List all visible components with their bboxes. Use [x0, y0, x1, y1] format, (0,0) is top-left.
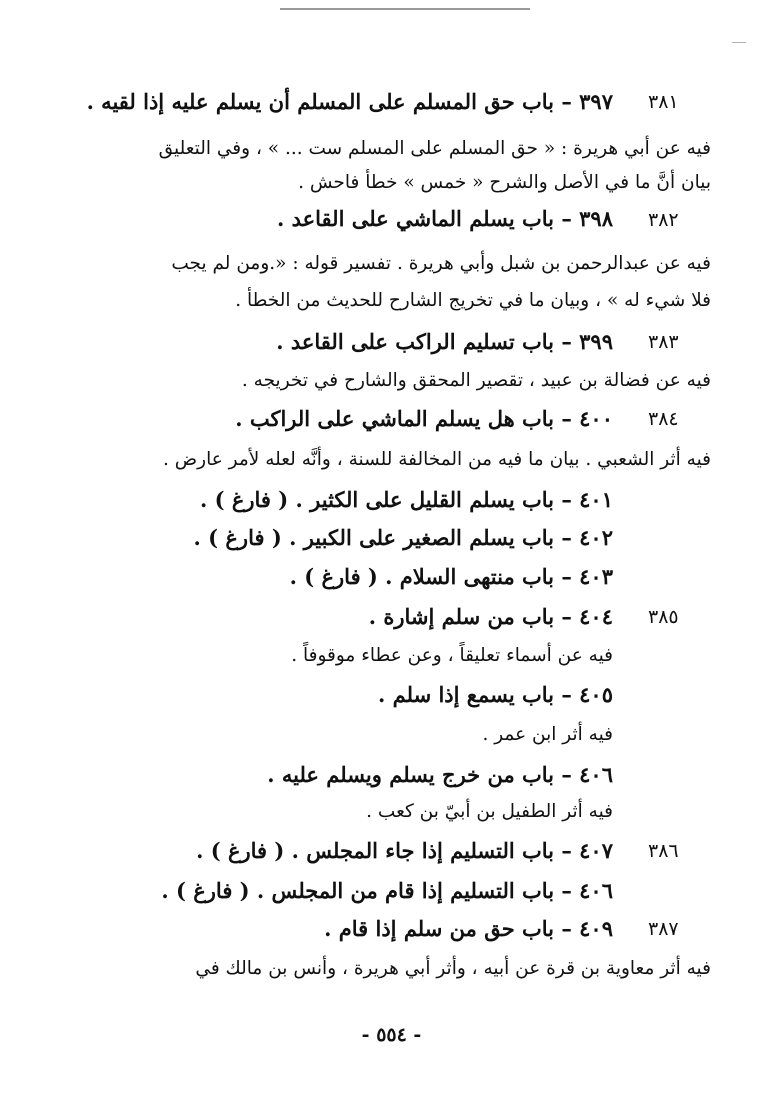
chapter-heading: ٤٠٠ – باب هل يسلم الماشي على الراكب . [235, 406, 613, 431]
chapter-heading: ٣٩٧ – باب حق المسلم على المسلم أن يسلم عليه إذا لقيه . [86, 89, 613, 114]
corner-mark [732, 42, 746, 43]
chapter-heading: ٤٠٦ – باب التسليم إذا قام من المجلس . ( فارغ ) . [161, 878, 613, 903]
entry-number: ٣٨١ [648, 91, 679, 113]
page-number: - ٥٥٤ - [361, 1024, 422, 1046]
entry-number: ٣٨٣ [648, 331, 679, 353]
entry-number: ٣٨٥ [648, 606, 679, 628]
chapter-heading: ٣٩٨ – باب يسلم الماشي على القاعد . [276, 206, 613, 231]
entry-number: ٣٨٧ [648, 918, 679, 940]
description-line: فيه عن فضالة بن عبيد ، تقصير المحقق والشارح في تخريجه . [241, 370, 711, 391]
description-line: فيه أثر ابن عمر . [482, 724, 613, 745]
description-line: بيان أنَّ ما في الأصل والشرح « خمس » خطأ فاحش . [298, 172, 711, 193]
description-line: فيه أثر معاوية بن قرة عن أبيه ، وأثر أبي هريرة ، وأنس بن مالك في [195, 958, 711, 979]
description-line: فيه عن عبدالرحمن بن شبل وأبي هريرة . تفسير قوله : «.ومن لم يجب [171, 253, 711, 274]
chapter-heading: ٤٠٥ – باب يسمع إذا سلم . [378, 682, 613, 707]
chapter-heading: ٤٠١ – باب يسلم القليل على الكثير . ( فارغ ) . [199, 487, 613, 512]
description-line: فيه أثر الطفيل بن أبيّ بن كعب . [366, 801, 613, 822]
chapter-heading: ٤٠٦ – باب من خرج يسلم ويسلم عليه . [267, 762, 613, 787]
entry-number: ٣٨٤ [648, 408, 679, 430]
chapter-heading: ٤٠٢ – باب يسلم الصغير على الكبير . ( فارغ ) . [193, 525, 613, 550]
chapter-heading: ٤٠٣ – باب منتهى السلام . ( فارغ ) . [289, 564, 613, 589]
description-line: فيه عن أسماء تعليقاً ، وعن عطاء موقوفاً . [291, 645, 613, 666]
chapter-heading: ٤٠٩ – باب حق من سلم إذا قام . [324, 916, 613, 941]
entry-number: ٣٨٢ [648, 209, 679, 231]
top-rule [280, 8, 530, 10]
description-line: فلا شيء له » ، وبيان ما في تخريج الشارح للحديث من الخطأ . [235, 290, 711, 311]
entry-number: ٣٨٦ [648, 840, 679, 862]
description-line: فيه عن أبي هريرة : « حق المسلم على المسلم ست ... » ، وفي التعليق [158, 138, 711, 159]
chapter-heading: ٣٩٩ – باب تسليم الراكب على القاعد . [276, 329, 613, 354]
chapter-heading: ٤٠٧ – باب التسليم إذا جاء المجلس . ( فارغ ) . [196, 838, 613, 863]
description-line: فيه أثر الشعبي . بيان ما فيه من المخالفة للسنة ، وأنَّه لعله لأمر عارض . [163, 449, 711, 470]
chapter-heading: ٤٠٤ – باب من سلم إشارة . [368, 604, 613, 629]
